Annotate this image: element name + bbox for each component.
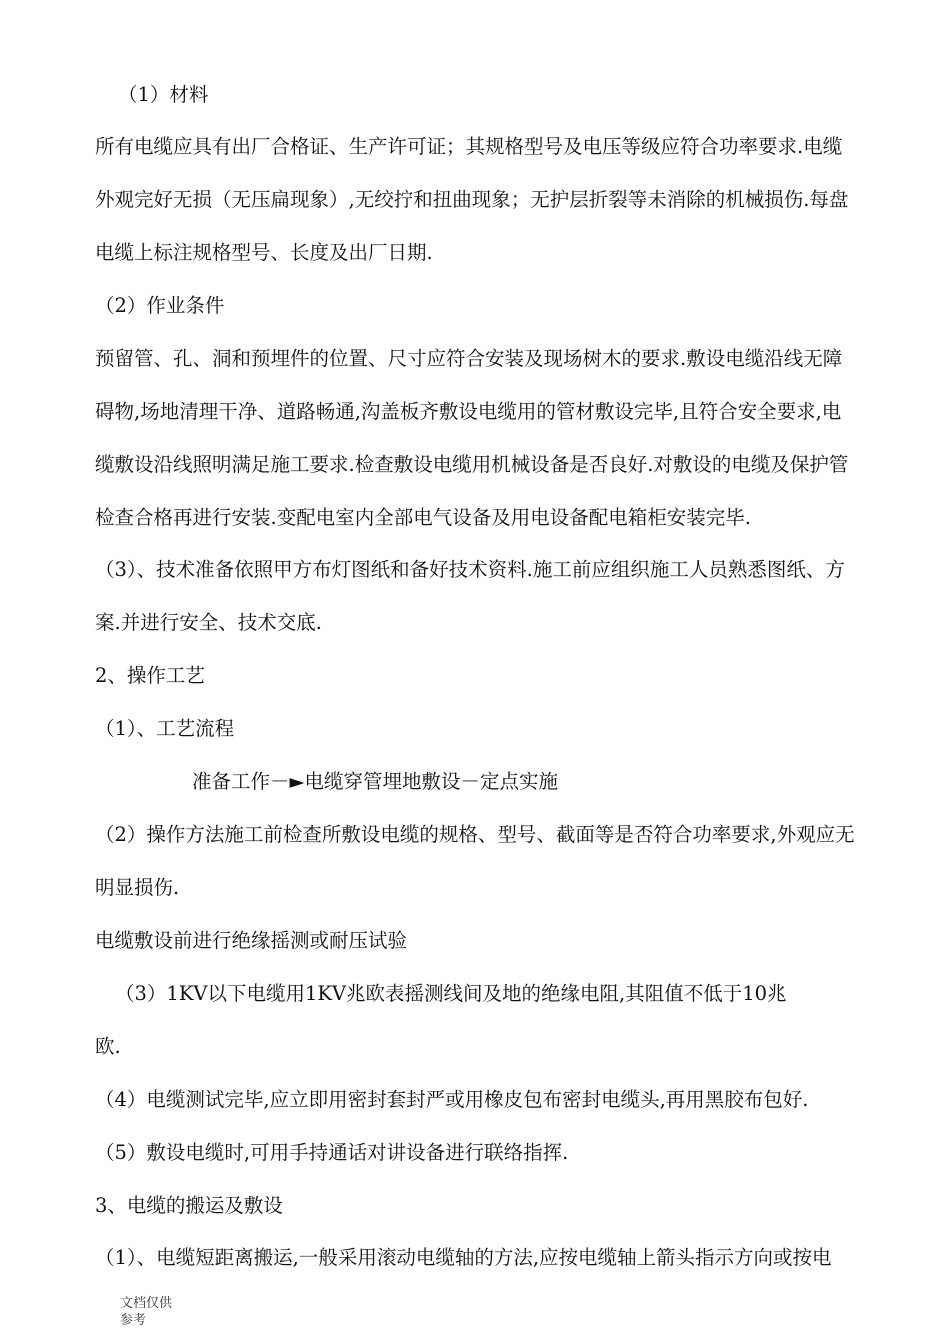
body-line: （5）敷设电缆时,可用手持通话对讲设备进行联络指挥.	[95, 1141, 569, 1164]
body-line: （4）电缆测试完毕,应立即用密封套封严或用橡皮包布密封电缆头,再用黑胶布包好.	[95, 1088, 809, 1111]
body-line: 欧.	[95, 1035, 121, 1058]
body-line: 预留管、孔、洞和预埋件的位置、尺寸应符合安装及现场树木的要求.敷设电缆沿线无障	[95, 347, 843, 370]
section-heading-materials: （1）材料	[118, 83, 209, 106]
workflow-line: 准备工作－►电缆穿管埋地敷设－定点实施	[192, 770, 558, 793]
body-line: 碍物,场地清理干净、道路畅通,沟盖板齐敷设电缆用的管材敷设完毕,且符合安全要求,电	[95, 400, 842, 423]
body-line: 电缆敷设前进行绝缘摇测或耐压试验	[95, 929, 408, 952]
body-line: （3）、技术准备依照甲方布灯图纸和备好技术资料.施工前应组织施工人员熟悉图纸、方	[95, 558, 845, 581]
subheading-workflow: （1）、工艺流程	[95, 717, 235, 740]
footer-note: 文档仅供参考	[120, 1296, 173, 1328]
body-line: 案.并进行安全、技术交底.	[95, 611, 322, 634]
body-line: （2）操作方法施工前检查所敷设电缆的规格、型号、截面等是否符合功率要求,外观应无	[95, 823, 855, 846]
section-heading-transport: 3、电缆的搬运及敷设	[95, 1194, 283, 1217]
body-line: 明显损伤.	[95, 876, 180, 899]
body-line: 缆敷设沿线照明满足施工要求.检查敷设电缆用机械设备是否良好.对敷设的电缆及保护管	[95, 453, 849, 476]
body-line: 外观完好无损（无压扁现象）,无绞拧和扭曲现象；无护层折裂等未消除的机械损伤.每盘	[95, 188, 849, 211]
body-line: 所有电缆应具有出厂合格证、生产许可证；其规格型号及电压等级应符合功率要求.电缆	[95, 135, 843, 158]
body-line: （1）、电缆短距离搬运,一般采用滚动电缆轴的方法,应按电缆轴上箭头指示方向或按电	[95, 1246, 832, 1269]
section-heading-process: 2、操作工艺	[95, 664, 205, 687]
body-line: 电缆上标注规格型号、长度及出厂日期.	[95, 241, 433, 264]
section-heading-conditions: （2）作业条件	[95, 294, 225, 317]
body-line: 检查合格再进行安装.变配电室内全部电气设备及用电设备配电箱柜安装完毕.	[95, 506, 751, 529]
body-line: （3）1KV以下电缆用1KV兆欧表摇测线间及地的绝缘电阻,其阻值不低于10兆	[115, 982, 787, 1005]
